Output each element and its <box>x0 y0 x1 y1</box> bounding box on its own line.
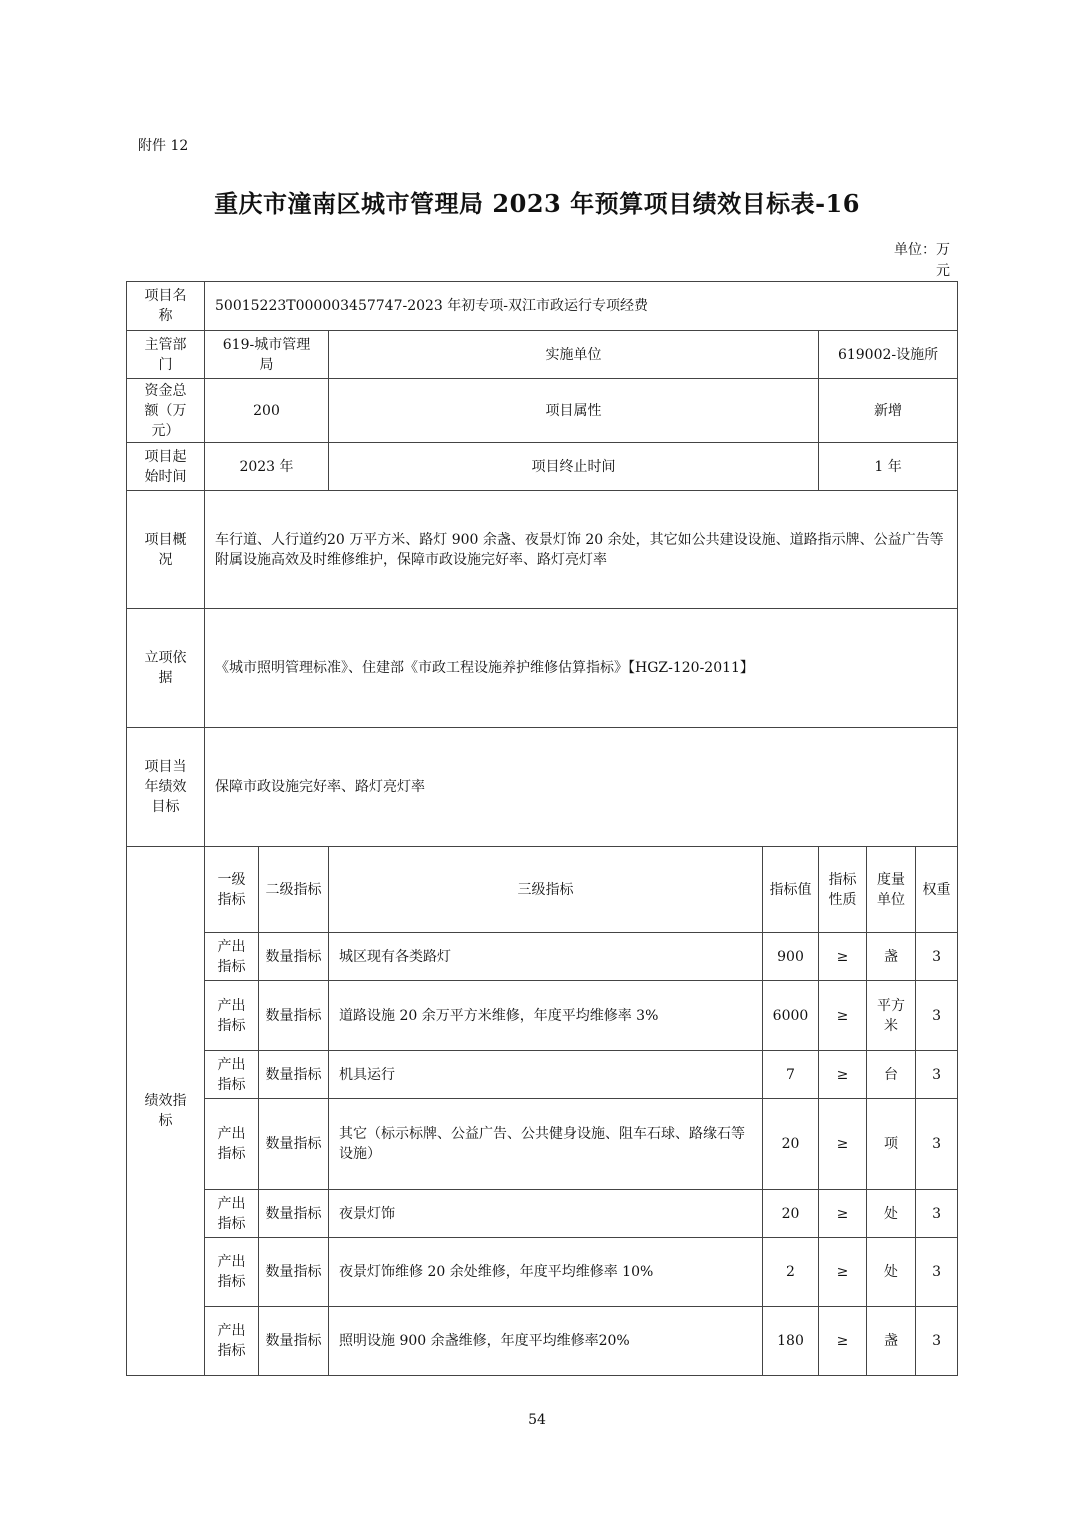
cell-weight: 3 <box>916 981 958 1051</box>
row-goal <box>127 728 958 847</box>
row-fund <box>127 379 958 443</box>
impl-label: 实施单位 <box>329 331 819 379</box>
row-basis <box>127 609 958 728</box>
table-row <box>127 981 958 1051</box>
dept-value: 619-城市管理局 <box>205 331 329 379</box>
cell-level2: 数量指标 <box>259 981 329 1051</box>
header-unit: 度量单位 <box>867 847 916 933</box>
unit-note <box>880 240 950 282</box>
cell-level3: 其它（标示标牌、公益广告、公共健身设施、阻车石球、路缘石等设施） <box>329 1099 763 1190</box>
cell-value: 20 <box>763 1190 819 1238</box>
goal-value: 保障市政设施完好率、路灯亮灯率 <box>205 728 958 847</box>
row-project-name <box>127 282 958 331</box>
cell-nature: ≥ <box>819 1051 867 1099</box>
attr-label: 项目属性 <box>329 379 819 443</box>
cell-level3: 夜景灯饰 <box>329 1190 763 1238</box>
cell-unit: 处 <box>867 1238 916 1307</box>
cell-nature: ≥ <box>819 1190 867 1238</box>
cell-unit: 盏 <box>867 1307 916 1376</box>
cell-level3: 机具运行 <box>329 1051 763 1099</box>
header-level2: 二级指标 <box>259 847 329 933</box>
cell-value: 180 <box>763 1307 819 1376</box>
table-row <box>127 1051 958 1099</box>
start-value: 2023 年 <box>205 443 329 491</box>
cell-level1: 产出指标 <box>205 933 259 981</box>
basis-label: 立项依据 <box>127 609 205 728</box>
cell-value: 6000 <box>763 981 819 1051</box>
cell-value: 2 <box>763 1238 819 1307</box>
header-level3: 三级指标 <box>329 847 763 933</box>
end-label: 项目终止时间 <box>329 443 819 491</box>
row-dept <box>127 331 958 379</box>
cell-level1: 产出指标 <box>205 1051 259 1099</box>
row-overview <box>127 491 958 609</box>
cell-level2: 数量指标 <box>259 1307 329 1376</box>
cell-level2: 数量指标 <box>259 1051 329 1099</box>
row-period <box>127 443 958 491</box>
table-row <box>127 1099 958 1190</box>
cell-unit: 盏 <box>867 933 916 981</box>
start-label: 项目起始时间 <box>127 443 205 491</box>
perf-label: 绩效指标 <box>127 847 205 1376</box>
cell-value: 7 <box>763 1051 819 1099</box>
page-number: 54 <box>528 1412 546 1428</box>
overview-value: 车行道、人行道约20 万平方米、路灯 900 余盏、夜景灯饰 20 余处，其它如公共建设设施、道路指示牌、公益广告等附属设施高效及时维修维护，保障市政设施完好率、路灯亮灯率 <box>205 491 958 609</box>
cell-nature: ≥ <box>819 933 867 981</box>
page-title: 重庆市潼南区城市管理局 2023 年预算项目绩效目标表-16 <box>214 189 860 218</box>
cell-weight: 3 <box>916 1051 958 1099</box>
unit-label: 单位：万 <box>894 242 950 258</box>
table-row <box>127 933 958 981</box>
cell-weight: 3 <box>916 933 958 981</box>
cell-value: 20 <box>763 1099 819 1190</box>
attachment-label: 附件 12 <box>138 138 189 154</box>
cell-level1: 产出指标 <box>205 1099 259 1190</box>
cell-nature: ≥ <box>819 1099 867 1190</box>
cell-weight: 3 <box>916 1238 958 1307</box>
cell-level2: 数量指标 <box>259 1238 329 1307</box>
cell-unit: 平方米 <box>867 981 916 1051</box>
cell-nature: ≥ <box>819 981 867 1051</box>
fund-label: 资金总额（万元） <box>127 379 205 443</box>
overview-label: 项目概况 <box>127 491 205 609</box>
cell-nature: ≥ <box>819 1307 867 1376</box>
fund-value: 200 <box>205 379 329 443</box>
cell-unit: 项 <box>867 1099 916 1190</box>
cell-level3: 照明设施 900 余盏维修，年度平均维修率20% <box>329 1307 763 1376</box>
cell-level3: 城区现有各类路灯 <box>329 933 763 981</box>
impl-value: 619002-设施所 <box>819 331 958 379</box>
cell-unit: 台 <box>867 1051 916 1099</box>
table-row <box>127 1190 958 1238</box>
header-value: 指标值 <box>763 847 819 933</box>
cell-level1: 产出指标 <box>205 1238 259 1307</box>
cell-weight: 3 <box>916 1099 958 1190</box>
goal-label: 项目当年绩效目标 <box>127 728 205 847</box>
dept-label: 主管部门 <box>127 331 205 379</box>
project-name-label: 项目名称 <box>127 282 205 331</box>
header-level1: 一级指标 <box>205 847 259 933</box>
table-row <box>127 1307 958 1376</box>
cell-weight: 3 <box>916 1190 958 1238</box>
project-name-value: 50015223T000003457747-2023 年初专项-双江市政运行专项经费 <box>205 282 958 331</box>
cell-level3: 道路设施 20 余万平方米维修，年度平均维修率 3% <box>329 981 763 1051</box>
cell-level2: 数量指标 <box>259 1099 329 1190</box>
unit-label-line2: 元 <box>936 263 950 279</box>
header-nature: 指标性质 <box>819 847 867 933</box>
basis-value: 《城市照明管理标准》、住建部《市政工程设施养护维修估算指标》【HGZ-120-2011】 <box>205 609 958 728</box>
cell-unit: 处 <box>867 1190 916 1238</box>
end-value: 1 年 <box>819 443 958 491</box>
header-weight: 权重 <box>916 847 958 933</box>
performance-target-table <box>126 281 958 1376</box>
cell-value: 900 <box>763 933 819 981</box>
cell-level1: 产出指标 <box>205 1190 259 1238</box>
cell-level1: 产出指标 <box>205 981 259 1051</box>
table-row <box>127 1238 958 1307</box>
cell-level3: 夜景灯饰维修 20 余处维修，年度平均维修率 10% <box>329 1238 763 1307</box>
cell-weight: 3 <box>916 1307 958 1376</box>
cell-level2: 数量指标 <box>259 933 329 981</box>
cell-level1: 产出指标 <box>205 1307 259 1376</box>
cell-nature: ≥ <box>819 1238 867 1307</box>
cell-level2: 数量指标 <box>259 1190 329 1238</box>
attr-value: 新增 <box>819 379 958 443</box>
perf-header-row <box>127 847 958 933</box>
